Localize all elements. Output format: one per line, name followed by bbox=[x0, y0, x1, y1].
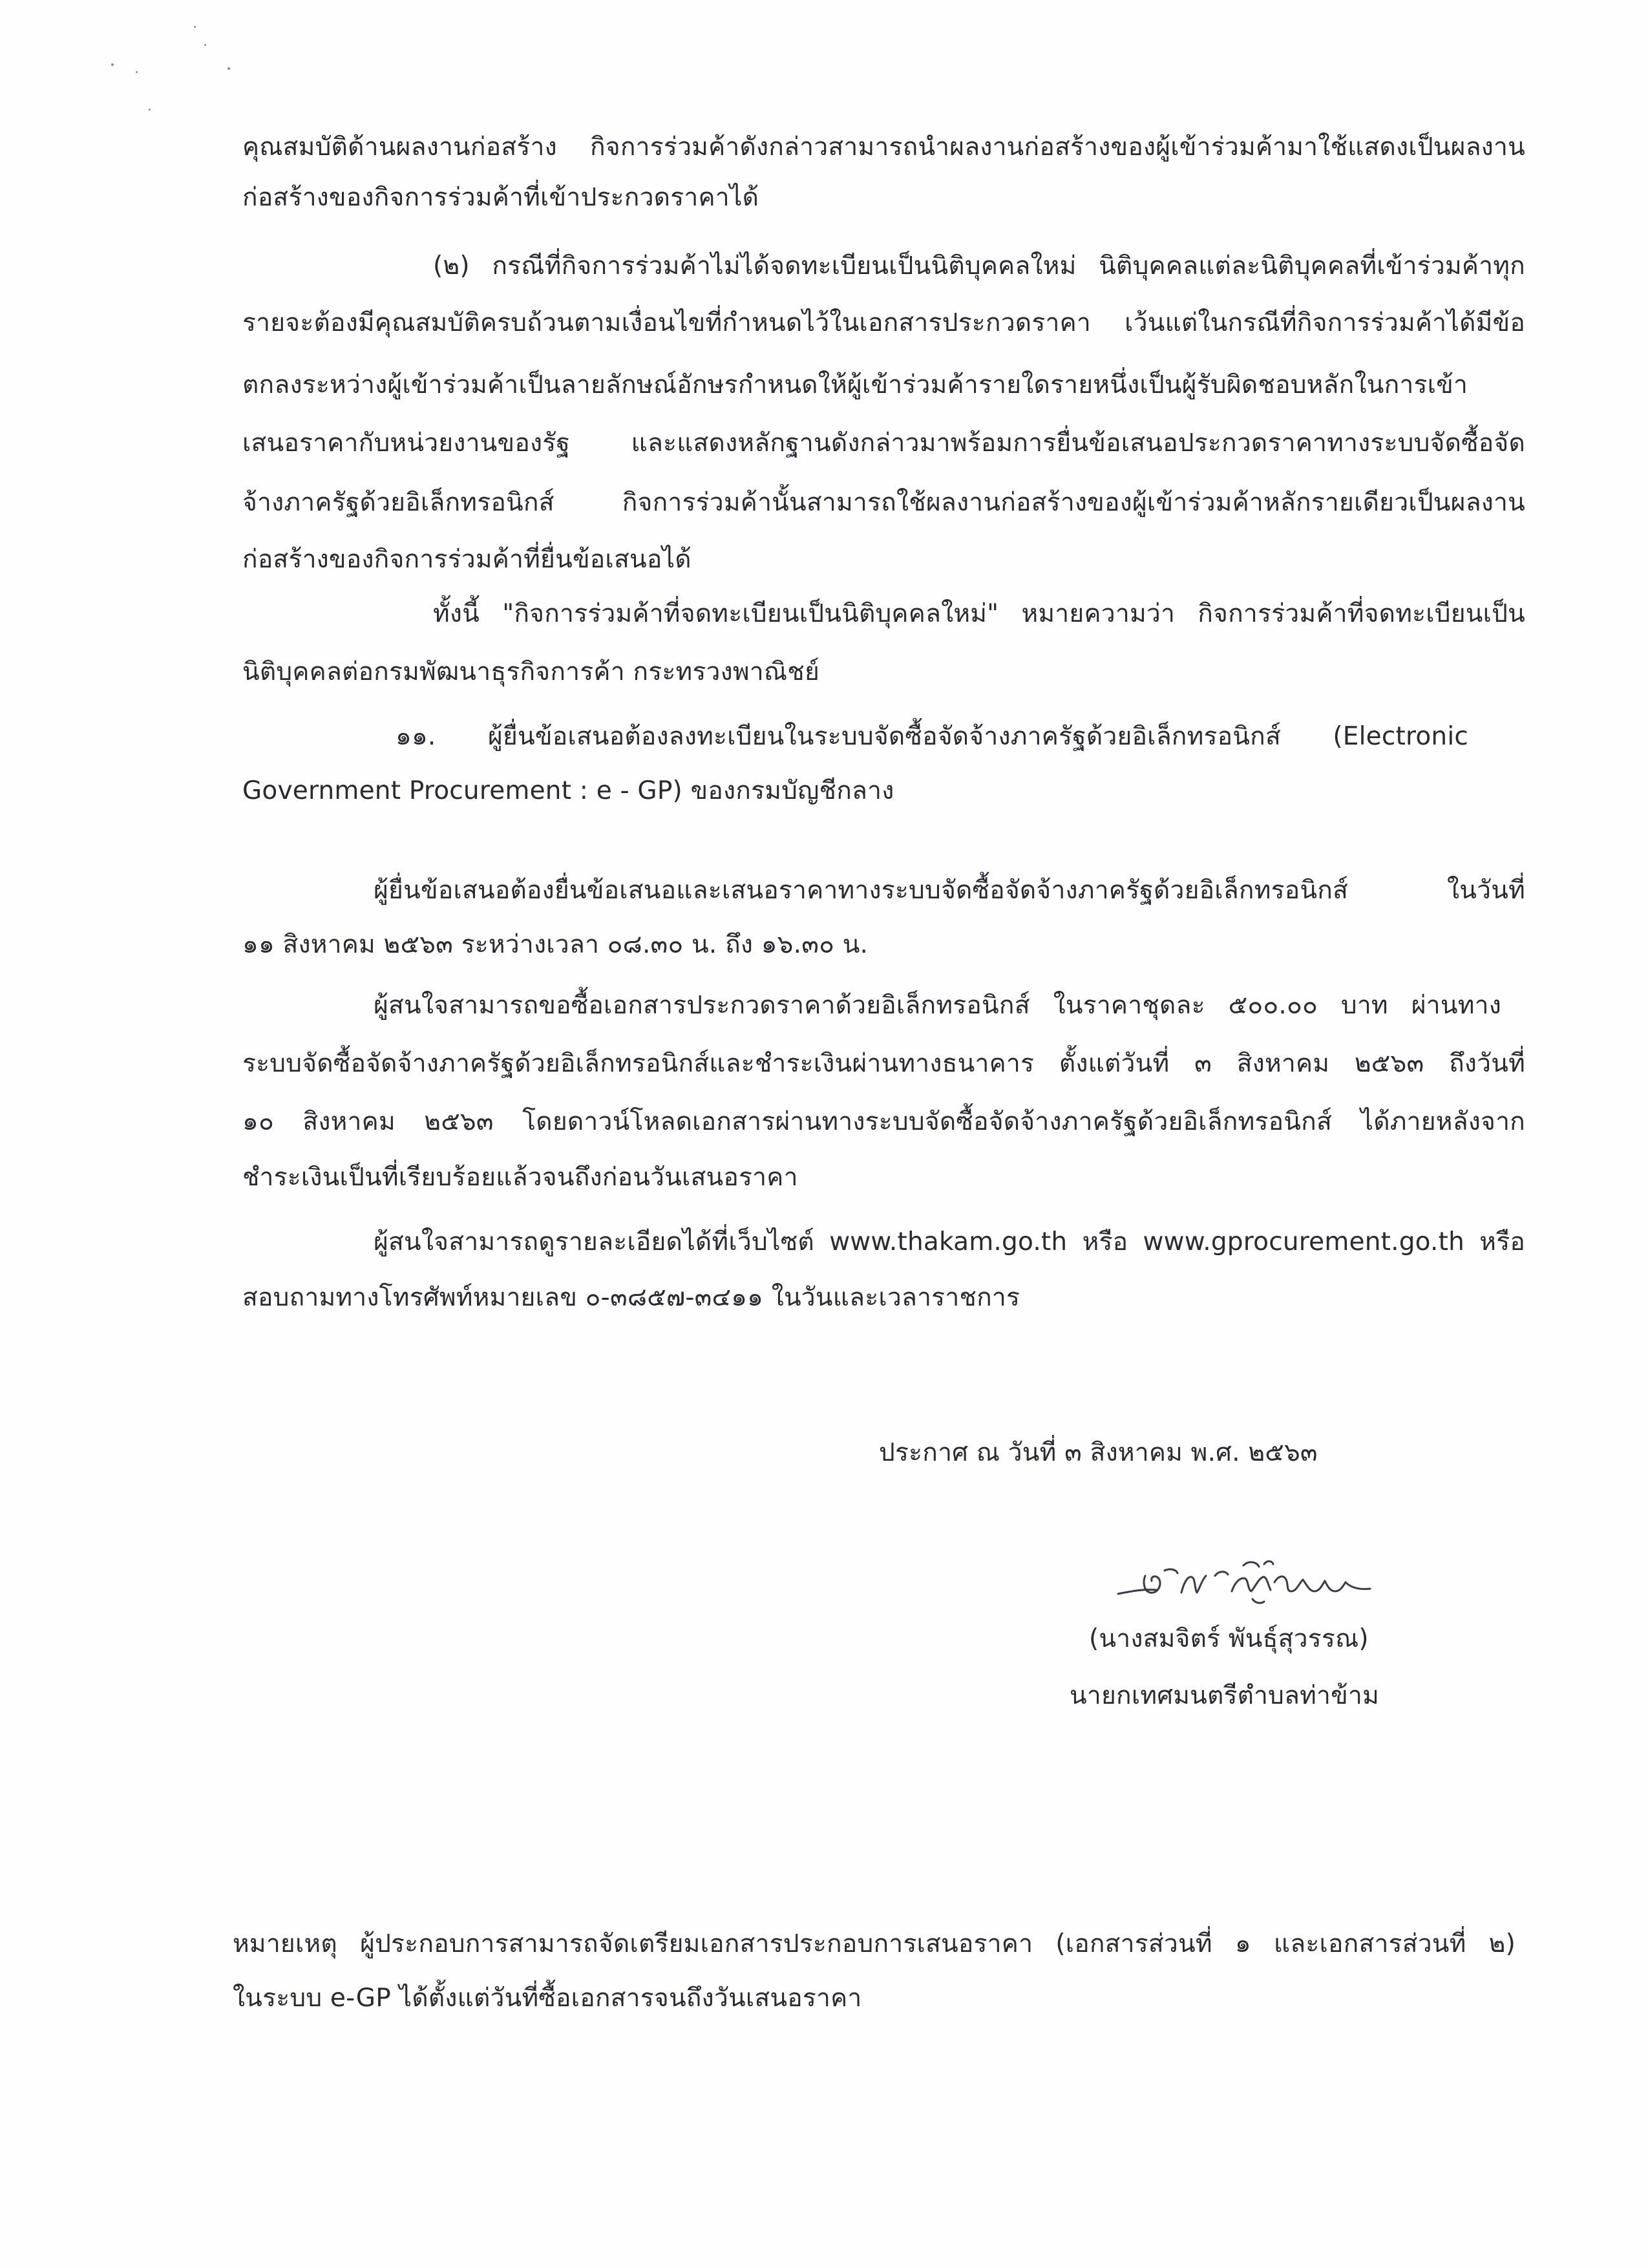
scan-speck bbox=[149, 109, 151, 111]
signer-name: (นางสมจิตร์ พันธุ์สุวรรณ) bbox=[1089, 1624, 1369, 1653]
scan-speck bbox=[136, 71, 138, 73]
scan-speck bbox=[227, 67, 230, 70]
paragraph-2-line: ตกลงระหว่างผู้เข้าร่วมค้าเป็นลายลักษณ์อักษรกำหนดให้ผู้เข้าร่วมค้ารายใดรายหนึ่งเป็นผู้รับผิดชอบหลักในการเข้า bbox=[242, 370, 1468, 399]
paragraph-6-line: ผู้สนใจสามารถขอซื้อเอกสารประกวดราคาด้วยอิเล็กทรอนิกส์ ในราคาชุดละ ๕๐๐.๐๐ บาท ผ่านทาง bbox=[374, 991, 1501, 1020]
paragraph-7-line: ผู้สนใจสามารถดูรายละเอียดได้ที่เว็บไซต์ www.thakam.go.th หรือ www.gprocurement.go.th หรือ bbox=[374, 1227, 1525, 1256]
paragraph-6-line: ระบบจัดซื้อจัดจ้างภาครัฐด้วยอิเล็กทรอนิกส์และชำระเงินผ่านทางธนาคาร ตั้งแต่วันที่ ๓ สิงหาคม ๒๕๖๓ ถึงวันที่ bbox=[242, 1049, 1526, 1078]
paragraph-3-line: นิติบุคคลต่อกรมพัฒนาธุรกิจการค้า กระทรวงพาณิชย์ bbox=[242, 657, 820, 686]
handwritten-signature bbox=[1105, 1537, 1402, 1615]
scan-speck bbox=[111, 63, 114, 66]
paragraph-4-line: Government Procurement : e - GP) ของกรมบัญชีกลาง bbox=[242, 776, 894, 805]
signer-title: นายกเทศมนตรีตำบลท่าข้าม bbox=[1070, 1681, 1380, 1710]
paragraph-1-line: ก่อสร้างของกิจการร่วมค้าที่เข้าประกวดราคาได้ bbox=[242, 183, 759, 212]
paragraph-5-line: ผู้ยื่นข้อเสนอต้องยื่นข้อเสนอและเสนอราคาทางระบบจัดซื้อจัดจ้างภาครัฐด้วยอิเล็กทรอนิกส์ ในวันที่ bbox=[374, 876, 1525, 905]
announcement-date: ประกาศ ณ วันที่ ๓ สิงหาคม พ.ศ. ๒๕๖๓ bbox=[879, 1438, 1318, 1467]
paragraph-2-line: เสนอราคากับหน่วยงานของรัฐ และแสดงหลักฐานดังกล่าวมาพร้อมการยื่นข้อเสนอประกวดราคาทางระบบจัดซื้อจัด bbox=[242, 429, 1525, 458]
paragraph-2-line: จ้างภาครัฐด้วยอิเล็กทรอนิกส์ กิจการร่วมค้านั้นสามารถใช้ผลงานก่อสร้างของผู้เข้าร่วมค้าหลักรายเดียวเป็นผลงาน bbox=[242, 488, 1525, 517]
paragraph-6-line: ๑๐ สิงหาคม ๒๕๖๓ โดยดาวน์โหลดเอกสารผ่านทางระบบจัดซื้อจัดจ้างภาครัฐด้วยอิเล็กทรอนิกส์ ได้ภายหลังจาก bbox=[242, 1107, 1525, 1136]
paragraph-1-line: คุณสมบัติด้านผลงานก่อสร้าง กิจการร่วมค้าดังกล่าวสามารถนำผลงานก่อสร้างของผู้เข้าร่วมค้ามาใช้แสดงเป็นผลงาน bbox=[242, 132, 1525, 162]
note-line: หมายเหตุ ผู้ประกอบการสามารถจัดเตรียมเอกสารประกอบการเสนอราคา (เอกสารส่วนที่ ๑ และเอกสารส่วนที่ ๒) bbox=[233, 1929, 1516, 1958]
paragraph-2-line: ก่อสร้างของกิจการร่วมค้าที่ยื่นข้อเสนอได้ bbox=[242, 545, 692, 574]
paragraph-7-line: สอบถามทางโทรศัพท์หมายเลข ๐-๓๘๕๗-๓๔๑๑ ในวันและเวลาราชการ bbox=[242, 1283, 1020, 1312]
paragraph-2-line: (๒) กรณีที่กิจการร่วมค้าไม่ได้จดทะเบียนเป็นนิติบุคคลใหม่ นิติบุคคลแต่ละนิติบุคคลที่เข้าร่วมค้าทุก bbox=[433, 251, 1525, 281]
paragraph-4-line: ๑๑. ผู้ยื่นข้อเสนอต้องลงทะเบียนในระบบจัดซื้อจัดจ้างภาครัฐด้วยอิเล็กทรอนิกส์ (Electronic bbox=[396, 722, 1468, 751]
scan-speck bbox=[194, 26, 196, 28]
paragraph-5-line: ๑๑ สิงหาคม ๒๕๖๓ ระหว่างเวลา ๐๘.๓๐ น. ถึง ๑๖.๓๐ น. bbox=[242, 930, 869, 959]
paragraph-2-line: รายจะต้องมีคุณสมบัติครบถ้วนตามเงื่อนไขที่กำหนดไว้ในเอกสารประกวดราคา เว้นแต่ในกรณีที่กิจการร่วมค้าได้มีข้อ bbox=[242, 308, 1525, 337]
paragraph-6-line: ชำระเงินเป็นที่เรียบร้อยแล้วจนถึงก่อนวันเสนอราคา bbox=[242, 1163, 798, 1192]
note-line: ในระบบ e-GP ได้ตั้งแต่วันที่ซื้อเอกสารจนถึงวันเสนอราคา bbox=[233, 1984, 862, 2013]
scan-speck bbox=[204, 44, 206, 46]
paragraph-3-line: ทั้งนี้ "กิจการร่วมค้าที่จดทะเบียนเป็นนิติบุคคลใหม่" หมายความว่า กิจการร่วมค้าที่จดทะเบียนเป็น bbox=[433, 599, 1525, 628]
